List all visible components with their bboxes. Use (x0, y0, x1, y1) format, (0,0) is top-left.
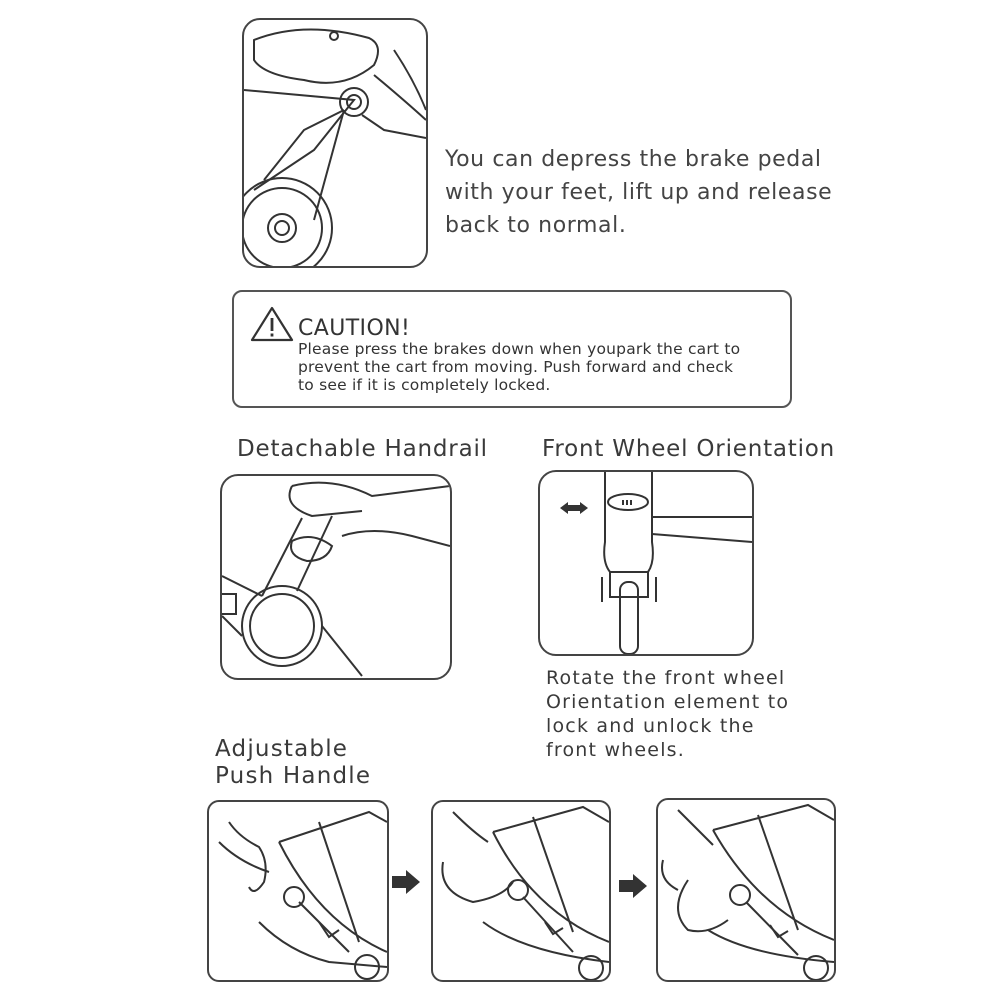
front-wheel-heading: Front Wheel Orientation (542, 436, 836, 462)
caution-line: prevent the cart from moving. Push forward and check (298, 358, 734, 376)
front-wheel-line: Rotate the front wheel (546, 667, 786, 689)
push-handle-step-1 (207, 800, 389, 982)
front-wheel-instructions (546, 666, 806, 762)
caution-text (298, 340, 786, 394)
right-arrow-icon (390, 868, 422, 896)
caution-title: CAUTION! (298, 316, 411, 341)
caution-line: Please press the brakes down when youpark the cart to (298, 340, 741, 358)
front-wheel-line: lock and unlock the (546, 715, 755, 737)
brake-line: back to normal. (445, 213, 627, 238)
handrail-heading: Detachable Handrail (237, 436, 488, 462)
brake-pedal-illustration (242, 18, 428, 268)
front-wheel-line: Orientation element to (546, 691, 790, 713)
front-wheel-line: front wheels. (546, 739, 686, 761)
brake-line: You can depress the brake pedal (445, 147, 822, 172)
handrail-illustration (220, 474, 452, 680)
push-handle-step-3 (656, 798, 836, 982)
brake-instructions (445, 143, 865, 242)
push-handle-heading-line: Adjustable (215, 736, 349, 762)
brake-line: with your feet, lift up and release (445, 180, 833, 205)
front-wheel-illustration (538, 470, 754, 656)
caution-line: to see if it is completely locked. (298, 376, 551, 394)
right-arrow-icon (617, 872, 649, 900)
warning-triangle-icon (250, 306, 294, 342)
push-handle-heading (215, 736, 371, 790)
push-handle-heading-line: Push Handle (215, 763, 372, 789)
push-handle-step-2 (431, 800, 611, 982)
